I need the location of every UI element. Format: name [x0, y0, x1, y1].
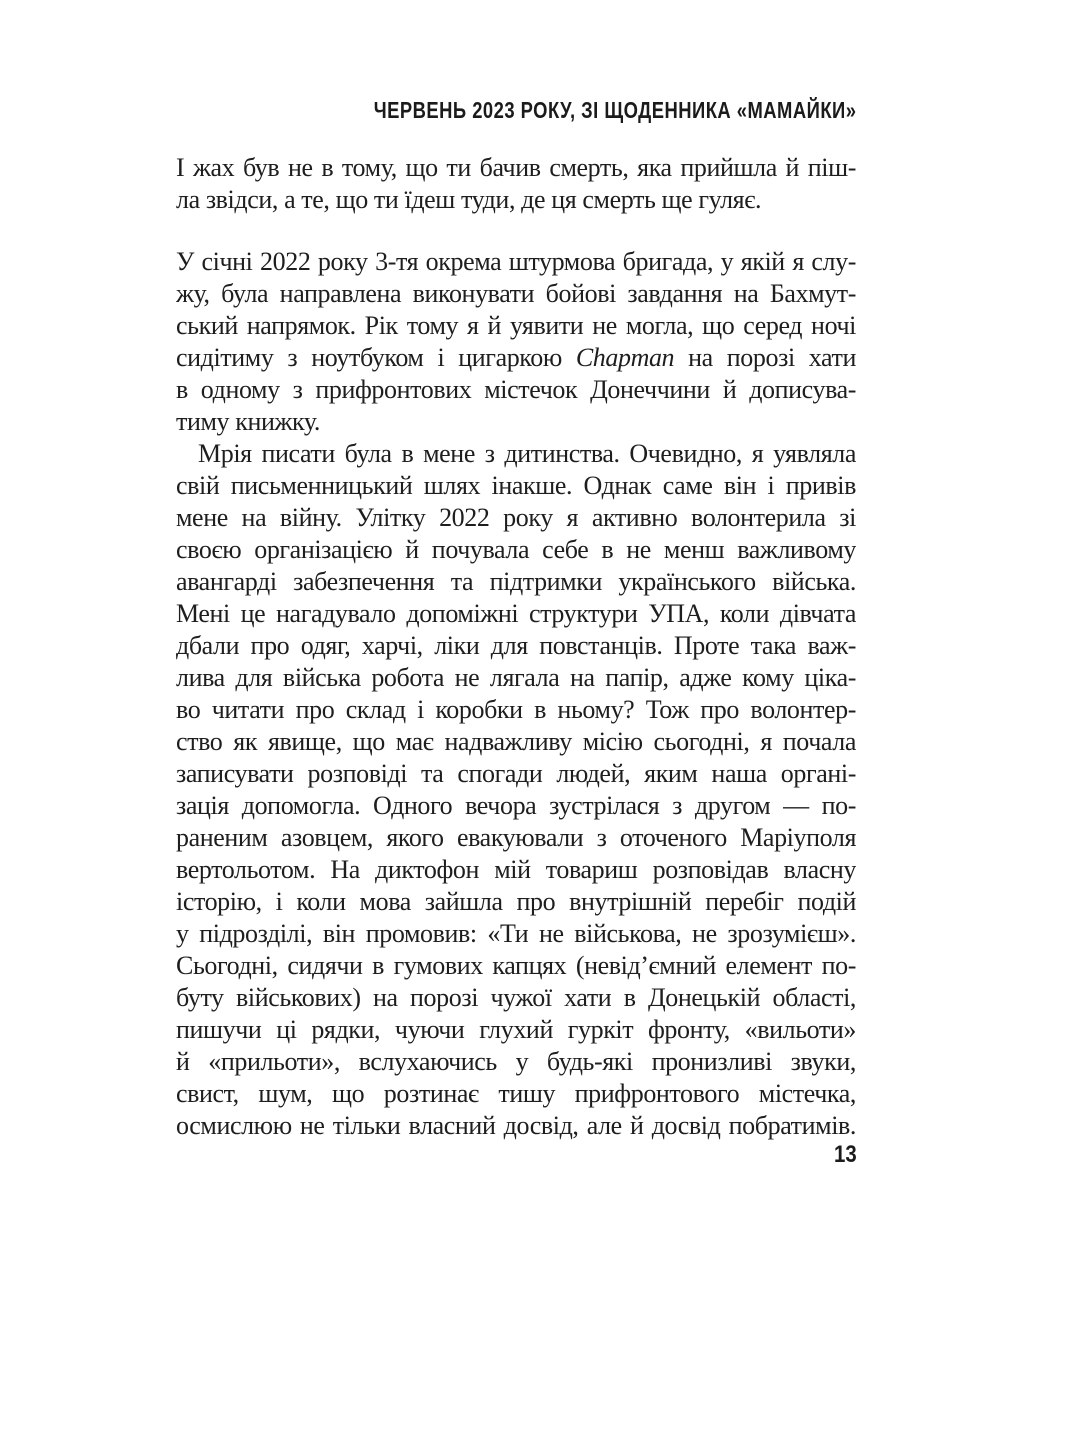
text-line: свій письменницький шлях інакше. Однак саме він і привів [176, 471, 856, 500]
text-line: свист, шум, що розтинає тишу прифронтового містечка, [176, 1079, 856, 1108]
text-line: своєю організацією й почувала себе в не менш важливому [176, 535, 856, 564]
text-line: сидітиму з ноутбуком і цигаркою Chapman на порозі хати [176, 343, 856, 372]
body-text [176, 152, 856, 1142]
text-line: Мрія писати була в мене з дитинства. Очевидно, я уявляла [198, 439, 856, 468]
text-line: осмислюю не тільки власний досвід, але й досвід побратимів. [176, 1111, 856, 1140]
text-line: буту військових) на порозі чужої хати в Донецькій області, [176, 983, 856, 1012]
italic-text: Chapman [575, 343, 675, 372]
text-line: ла звідси, а те, що ти їдеш туди, де ця смерть ще гуляє. [176, 185, 762, 214]
running-head: ЧЕРВЕНЬ 2023 РОКУ, ЗІ ЩОДЕННИКА «МАМАЙКИ» [373, 97, 856, 123]
page-number: 13 [834, 1141, 857, 1168]
text-line: пишучи ці рядки, чуючи глухий гуркіт фронту, «вильоти» [176, 1015, 856, 1044]
text-line: раненим азовцем, якого евакуювали з оточеного Маріуполя [176, 823, 856, 852]
paragraph [176, 246, 856, 438]
text-line: й «прильоти», вслухаючись у будь-які пронизливі звуки, [176, 1047, 856, 1076]
paragraph [176, 438, 856, 1142]
text-line: історію, і коли мова зайшла про внутрішній перебіг подій [176, 887, 856, 916]
text-line: тиму книжку. [176, 407, 321, 436]
text-line: у підрозділі, він промовив: «Ти не військова, не зрозумієш». [176, 919, 856, 948]
text-line: дбали про одяг, харчі, ліки для повстанців. Проте така важ- [176, 631, 856, 660]
text-line: мене на війну. Улітку 2022 року я активно волонтерила зі [176, 503, 856, 532]
text-line: ський напрямок. Рік тому я й уявити не могла, що серед ночі [176, 311, 856, 340]
text-line: І жах був не в тому, що ти бачив смерть, яка прийшла й піш- [176, 153, 856, 182]
text-line: У січні 2022 року 3-тя окрема штурмова бригада, у якій я слу- [176, 247, 856, 276]
text-line: ство як явище, що має надважливу місію сьогодні, я почала [176, 727, 856, 756]
text-line: лива для війська робота не лягала на папір, адже кому ціка- [176, 663, 856, 692]
text-line: записувати розповіді та спогади людей, яким наша органі- [176, 759, 856, 788]
text-line: вертольотом. На диктофон мій товариш розповідав власну [176, 855, 856, 884]
paragraph [176, 152, 856, 216]
text-line: во читати про склад і коробки в ньому? Тож про волонтер- [176, 695, 856, 724]
text-line: зація допомогла. Одного вечора зустрілася з другом — по- [176, 791, 856, 820]
text-line: Мені це нагадувало допоміжні структури УПА, коли дівчата [176, 599, 856, 628]
text-line: Сьогодні, сидячи в гумових капцях (невід’ємний елемент по- [176, 951, 856, 980]
text-line: авангарді забезпечення та підтримки українського війська. [176, 567, 856, 596]
text-line: жу, була направлена виконувати бойові завдання на Бахмут- [176, 279, 856, 308]
text-line: в одному з прифронтових містечок Донеччини й дописува- [176, 375, 856, 404]
